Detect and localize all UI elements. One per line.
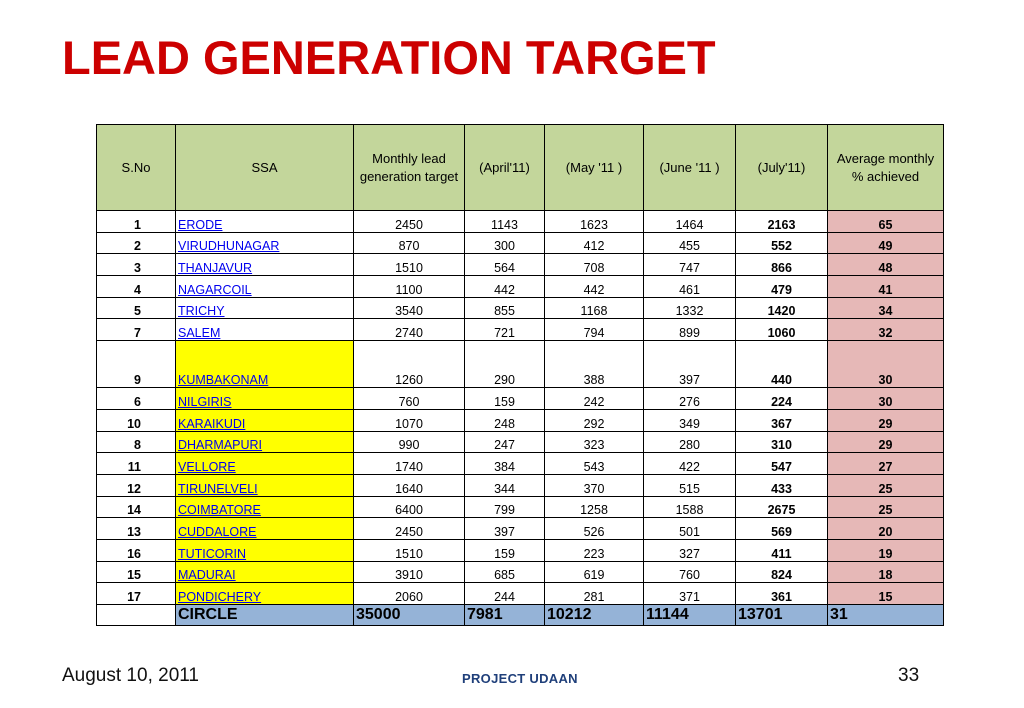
row-average: 29 (828, 409, 944, 431)
row-may: 242 (545, 388, 644, 410)
total-may: 10212 (545, 605, 644, 626)
ssa-link[interactable]: TIRUNELVELI (178, 481, 258, 496)
row-average: 49 (828, 232, 944, 254)
row-june: 276 (644, 388, 736, 410)
row-july: 440 (736, 341, 828, 388)
row-ssa (176, 518, 354, 540)
row-sno: 10 (97, 409, 176, 431)
row-april: 855 (465, 297, 545, 319)
row-ssa (176, 431, 354, 453)
table-row (97, 388, 944, 410)
table-row (97, 341, 944, 388)
table-row (97, 561, 944, 583)
row-target: 760 (354, 388, 465, 410)
row-sno: 17 (97, 583, 176, 605)
row-ssa (176, 474, 354, 496)
row-average: 41 (828, 276, 944, 298)
row-april: 799 (465, 496, 545, 518)
row-average: 19 (828, 539, 944, 561)
row-sno: 14 (97, 496, 176, 518)
ssa-link[interactable]: MADURAI (178, 568, 236, 583)
row-july: 361 (736, 583, 828, 605)
row-july: 479 (736, 276, 828, 298)
row-july: 552 (736, 232, 828, 254)
row-may: 1623 (545, 211, 644, 233)
row-target: 6400 (354, 496, 465, 518)
row-target: 2450 (354, 518, 465, 540)
header-july: (July'11) (736, 125, 828, 211)
row-target: 2450 (354, 211, 465, 233)
row-june: 760 (644, 561, 736, 583)
row-average: 27 (828, 453, 944, 475)
row-june: 280 (644, 431, 736, 453)
row-target: 1070 (354, 409, 465, 431)
row-april: 159 (465, 539, 545, 561)
row-average: 30 (828, 341, 944, 388)
header-monthly-target: Monthly lead generation target (354, 125, 465, 211)
row-average: 25 (828, 474, 944, 496)
table-row (97, 276, 944, 298)
row-ssa (176, 453, 354, 475)
row-june: 327 (644, 539, 736, 561)
table-row (97, 474, 944, 496)
row-average: 34 (828, 297, 944, 319)
footer-project-name: PROJECT UDAAN (462, 671, 578, 686)
row-june: 455 (644, 232, 736, 254)
row-july: 1420 (736, 297, 828, 319)
row-july: 411 (736, 539, 828, 561)
row-sno: 9 (97, 341, 176, 388)
ssa-link[interactable]: VIRUDHUNAGAR (178, 239, 280, 254)
row-may: 281 (545, 583, 644, 605)
row-target: 2060 (354, 583, 465, 605)
row-april: 721 (465, 319, 545, 341)
row-average: 18 (828, 561, 944, 583)
total-july: 13701 (736, 605, 828, 626)
row-april: 290 (465, 341, 545, 388)
row-average: 30 (828, 388, 944, 410)
row-april: 344 (465, 474, 545, 496)
row-july: 569 (736, 518, 828, 540)
table-row (97, 453, 944, 475)
row-july: 367 (736, 409, 828, 431)
row-may: 543 (545, 453, 644, 475)
row-july: 547 (736, 453, 828, 475)
circle-total-row (97, 605, 944, 626)
row-ssa (176, 232, 354, 254)
table-row (97, 518, 944, 540)
row-july: 824 (736, 561, 828, 583)
row-april: 300 (465, 232, 545, 254)
row-sno: 7 (97, 319, 176, 341)
ssa-link[interactable]: KUMBAKONAM (178, 373, 269, 388)
row-ssa (176, 388, 354, 410)
row-sno: 4 (97, 276, 176, 298)
row-july: 433 (736, 474, 828, 496)
total-april: 7981 (465, 605, 545, 626)
row-ssa (176, 583, 354, 605)
row-june: 747 (644, 254, 736, 276)
table-row (97, 583, 944, 605)
table-body (97, 211, 944, 605)
ssa-link[interactable]: TRICHY (178, 304, 225, 319)
table-row (97, 539, 944, 561)
row-april: 1143 (465, 211, 545, 233)
ssa-link[interactable]: SALEM (178, 326, 221, 341)
header-june: (June '11 ) (644, 125, 736, 211)
table-row (97, 254, 944, 276)
row-april: 442 (465, 276, 545, 298)
row-sno: 12 (97, 474, 176, 496)
header-ssa: SSA (176, 125, 354, 211)
row-target: 1640 (354, 474, 465, 496)
row-sno: 15 (97, 561, 176, 583)
row-target: 1510 (354, 539, 465, 561)
row-april: 247 (465, 431, 545, 453)
row-ssa (176, 319, 354, 341)
row-may: 223 (545, 539, 644, 561)
row-average: 48 (828, 254, 944, 276)
row-ssa (176, 341, 354, 388)
row-may: 442 (545, 276, 644, 298)
row-may: 619 (545, 561, 644, 583)
row-ssa (176, 409, 354, 431)
ssa-link[interactable]: NAGARCOIL (178, 282, 252, 297)
row-may: 388 (545, 341, 644, 388)
row-ssa (176, 254, 354, 276)
slide-title: LEAD GENERATION TARGET (62, 31, 716, 84)
row-june: 1588 (644, 496, 736, 518)
row-ssa (176, 297, 354, 319)
row-target: 1260 (354, 341, 465, 388)
page-number: 33 (898, 665, 920, 686)
row-target: 1740 (354, 453, 465, 475)
row-average: 15 (828, 583, 944, 605)
row-may: 323 (545, 431, 644, 453)
row-june: 371 (644, 583, 736, 605)
row-may: 1168 (545, 297, 644, 319)
row-june: 397 (644, 341, 736, 388)
total-ssa: CIRCLE (176, 605, 354, 626)
header-average: Average monthly % achieved (828, 125, 944, 211)
lead-target-table (96, 124, 944, 626)
row-june: 461 (644, 276, 736, 298)
header-sno: S.No (97, 125, 176, 211)
total-target: 35000 (354, 605, 465, 626)
row-april: 248 (465, 409, 545, 431)
row-july: 2163 (736, 211, 828, 233)
ssa-link[interactable]: VELLORE (178, 459, 236, 474)
row-june: 422 (644, 453, 736, 475)
row-average: 25 (828, 496, 944, 518)
row-target: 2740 (354, 319, 465, 341)
row-average: 20 (828, 518, 944, 540)
row-april: 685 (465, 561, 545, 583)
table-row (97, 211, 944, 233)
row-ssa (176, 539, 354, 561)
row-june: 1464 (644, 211, 736, 233)
row-target: 1510 (354, 254, 465, 276)
table-row (97, 431, 944, 453)
row-july: 866 (736, 254, 828, 276)
total-june: 11144 (644, 605, 736, 626)
total-average: 31 (828, 605, 944, 626)
row-may: 412 (545, 232, 644, 254)
row-june: 1332 (644, 297, 736, 319)
row-ssa (176, 211, 354, 233)
row-july: 224 (736, 388, 828, 410)
row-april: 159 (465, 388, 545, 410)
row-ssa (176, 496, 354, 518)
total-sno (97, 605, 176, 626)
table-row (97, 496, 944, 518)
ssa-link[interactable]: DHARMAPURI (178, 438, 263, 453)
header-april: (April'11) (465, 125, 545, 211)
ssa-link[interactable]: NILGIRIS (178, 394, 232, 409)
table-header-row (97, 125, 944, 211)
row-april: 384 (465, 453, 545, 475)
ssa-link[interactable]: KARAIKUDI (178, 416, 246, 431)
ssa-link[interactable]: ERODE (178, 217, 223, 232)
row-july: 310 (736, 431, 828, 453)
row-may: 526 (545, 518, 644, 540)
row-may: 794 (545, 319, 644, 341)
row-may: 1258 (545, 496, 644, 518)
ssa-link[interactable]: THANJAVUR (178, 261, 253, 276)
header-may: (May '11 ) (545, 125, 644, 211)
row-july: 2675 (736, 496, 828, 518)
table-row (97, 232, 944, 254)
row-april: 564 (465, 254, 545, 276)
row-sno: 3 (97, 254, 176, 276)
ssa-link[interactable]: CUDDALORE (178, 524, 257, 539)
footer-date: August 10, 2011 (62, 665, 199, 686)
row-sno: 6 (97, 388, 176, 410)
row-sno: 16 (97, 539, 176, 561)
table-row (97, 409, 944, 431)
ssa-link[interactable]: TUTICORIN (178, 546, 247, 561)
row-june: 501 (644, 518, 736, 540)
row-average: 29 (828, 431, 944, 453)
row-april: 397 (465, 518, 545, 540)
row-ssa (176, 276, 354, 298)
row-sno: 8 (97, 431, 176, 453)
row-ssa (176, 561, 354, 583)
row-may: 370 (545, 474, 644, 496)
row-average: 65 (828, 211, 944, 233)
table-row (97, 319, 944, 341)
row-april: 244 (465, 583, 545, 605)
row-sno: 5 (97, 297, 176, 319)
row-may: 708 (545, 254, 644, 276)
row-sno: 11 (97, 453, 176, 475)
row-sno: 2 (97, 232, 176, 254)
row-average: 32 (828, 319, 944, 341)
ssa-link[interactable]: COIMBATORE (178, 503, 261, 518)
row-june: 899 (644, 319, 736, 341)
row-target: 870 (354, 232, 465, 254)
row-target: 3910 (354, 561, 465, 583)
ssa-link[interactable]: PONDICHERY (178, 590, 262, 604)
row-target: 1100 (354, 276, 465, 298)
row-june: 515 (644, 474, 736, 496)
row-may: 292 (545, 409, 644, 431)
row-target: 3540 (354, 297, 465, 319)
row-target: 990 (354, 431, 465, 453)
row-july: 1060 (736, 319, 828, 341)
table-row (97, 297, 944, 319)
row-june: 349 (644, 409, 736, 431)
row-sno: 1 (97, 211, 176, 233)
row-sno: 13 (97, 518, 176, 540)
